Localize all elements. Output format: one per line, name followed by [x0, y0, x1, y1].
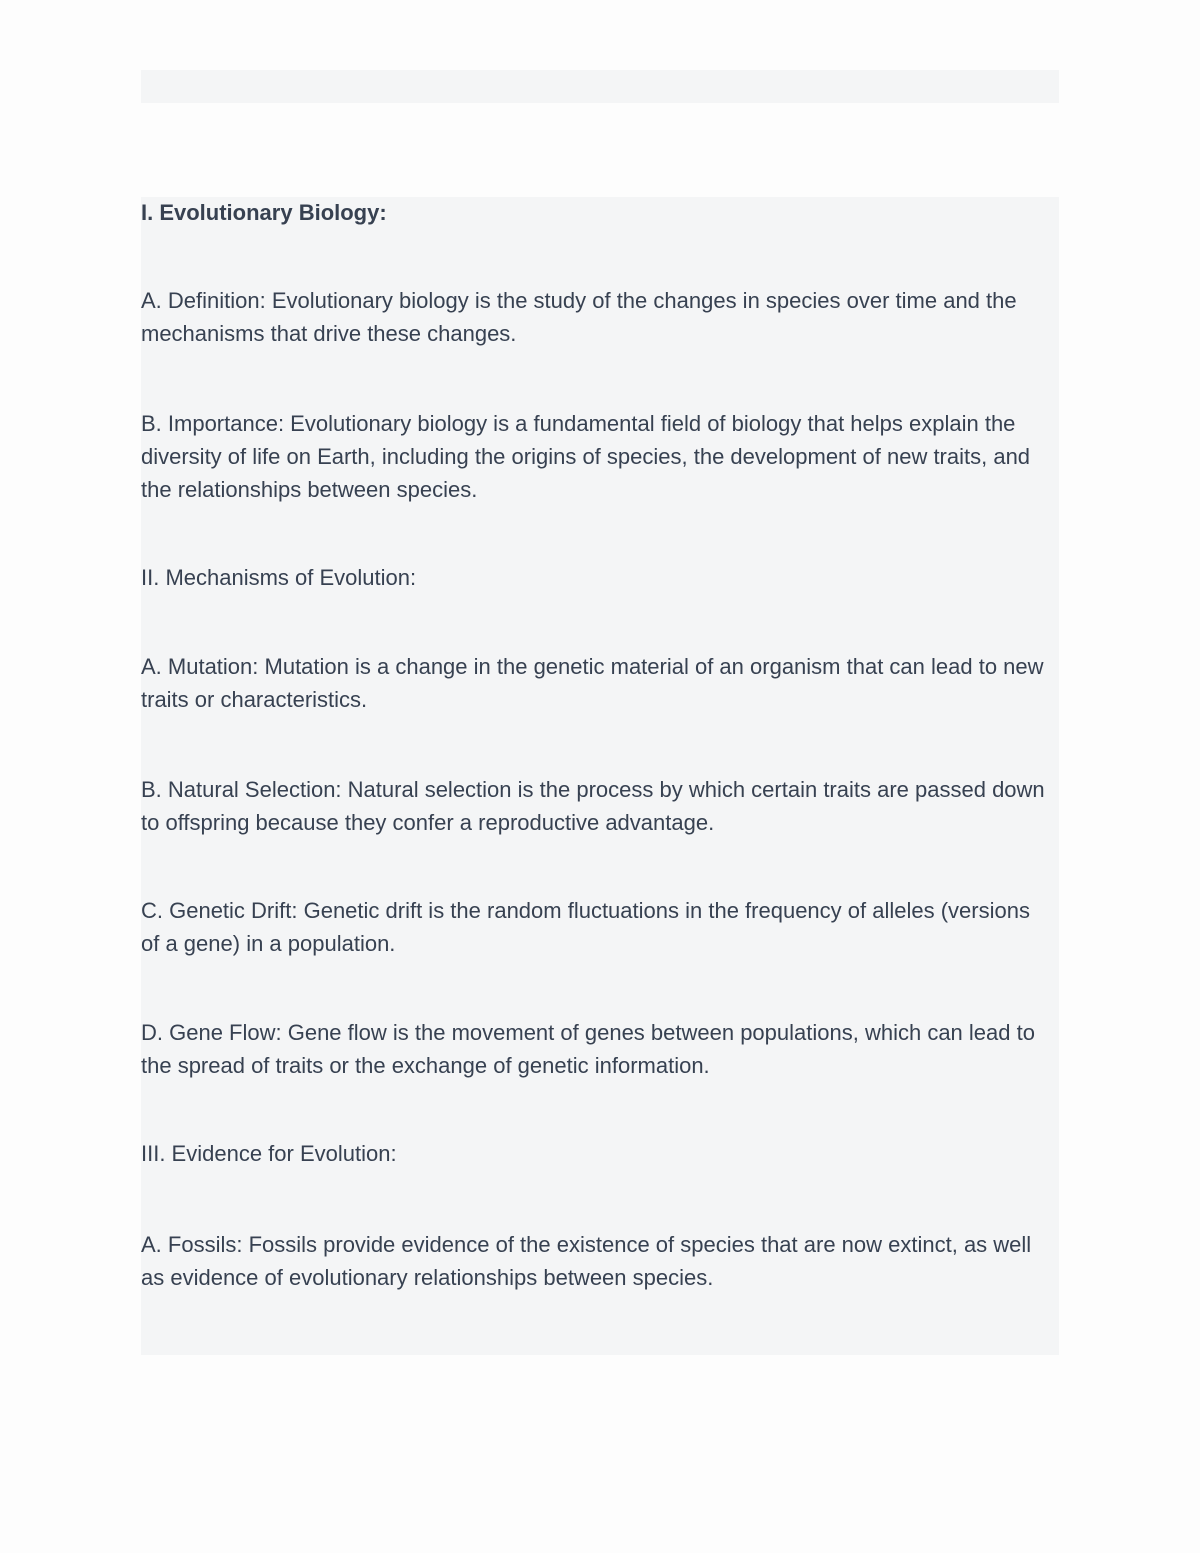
- heading-mechanisms-of-evolution: II. Mechanisms of Evolution:: [141, 565, 417, 590]
- paragraph-natural-selection: B. Natural Selection: Natural selection is the process by which certain traits are passed down to offspring because they confer a reproductive advantage.: [141, 777, 1045, 835]
- heading-evidence-for-evolution: III. Evidence for Evolution:: [141, 1141, 397, 1166]
- top-bar: [141, 70, 1059, 103]
- paragraph-genetic-drift: C. Genetic Drift: Genetic drift is the random fluctuations in the frequency of alleles (versions of a gene) in a population.: [141, 898, 1030, 956]
- heading-evolutionary-biology: I. Evolutionary Biology:: [141, 200, 387, 225]
- paragraph-definition: A. Definition: Evolutionary biology is the study of the changes in species over time and the mechanisms that drive these changes.: [141, 288, 1017, 346]
- paragraph-importance: B. Importance: Evolutionary biology is a fundamental field of biology that helps explain the diversity of life on Earth, including the origins of species, the development of new traits, and the relationships between species.: [141, 411, 1031, 502]
- paragraph-gene-flow: D. Gene Flow: Gene flow is the movement of genes between populations, which can lead to the spread of traits or the exchange of genetic information.: [141, 1020, 1035, 1078]
- paragraph-fossils: A. Fossils: Fossils provide evidence of the existence of species that are now extinct, as well as evidence of evolutionary relationships between species.: [141, 1232, 1032, 1290]
- paragraph-mutation: A. Mutation: Mutation is a change in the genetic material of an organism that can lead to new traits or characteristics.: [141, 654, 1044, 712]
